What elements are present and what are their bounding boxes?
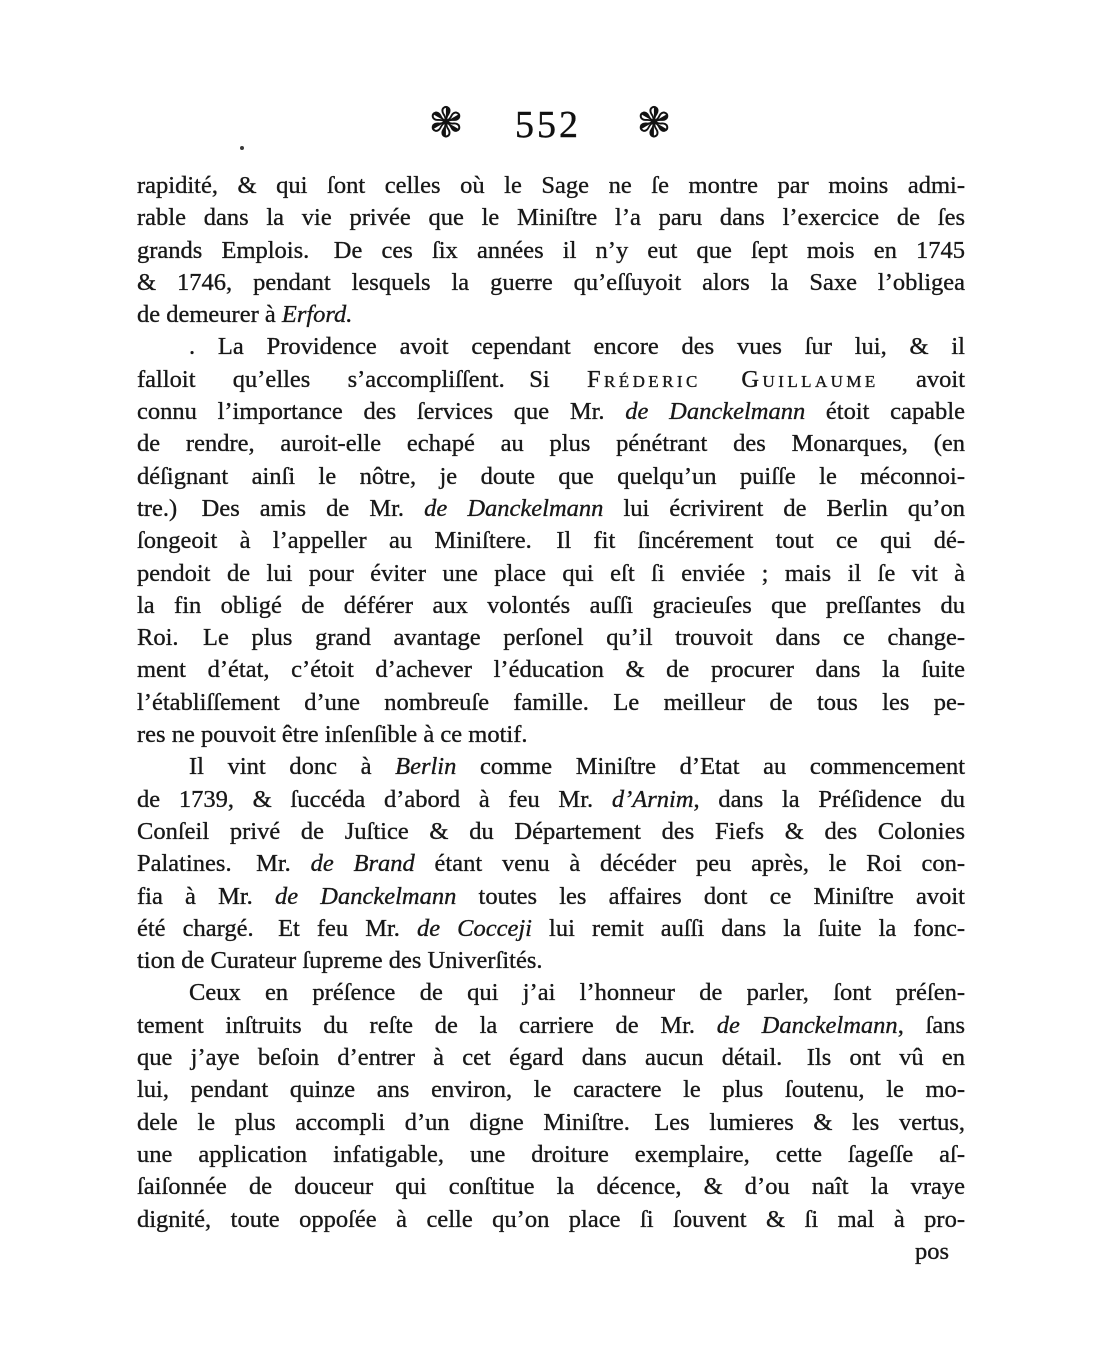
text-line: [137, 1107, 965, 1139]
text-line: [137, 977, 965, 1009]
body-text: & 1746, pendant lesquels la guerre qu’eſſuyoit alors la Saxe l’obligea: [137, 268, 965, 296]
body-text: déſignant ainſi le nôtre, je doute que quelqu’un puiſſe le méconnoi-: [137, 462, 965, 490]
smallcaps-name: Fréderic Guillaume: [586, 365, 879, 393]
text-line: [137, 654, 965, 686]
text-line: [137, 1139, 965, 1171]
text-line: [137, 235, 965, 267]
text-line: [137, 299, 965, 331]
text-line: [137, 202, 965, 234]
body-text: pendoit de lui pour éviter une place qui eſt ſi enviée ; mais il ſe vit à: [137, 559, 965, 587]
body-text: falloit qu’elles s’accompliſſent. Si: [137, 365, 587, 393]
body-text: rable dans la vie privée que le Miniſtre l’a paru dans l’exercice de ſes: [137, 204, 965, 232]
body-text: ment d’état, c’étoit d’achever l’éducation & de procurer dans la ſuite: [137, 656, 965, 684]
italic-text: Erford.: [281, 301, 353, 329]
ink-speck: [240, 146, 244, 150]
body-text: de 1739, & ſuccéda d’abord à feu Mr.: [137, 785, 612, 813]
text-line: [137, 1204, 965, 1236]
body-text: été chargé. Et feu Mr.: [137, 914, 417, 942]
body-text: l’établiſſement d’une nombreuſe famille. Le meilleur de tous les pe-: [137, 688, 965, 716]
page-number: 552: [515, 104, 581, 146]
body-text: tion de Curateur ſupreme des Univerſités.: [137, 947, 543, 975]
body-text: étant venu à décéder peu après, le Roi con-: [414, 850, 965, 878]
body-text: ſongeoit à l’appeller au Miniſtere. Il fit ſincérement tout ce qui dé-: [137, 527, 965, 555]
text-line: [137, 461, 965, 493]
body-text: que j’aye beſoin d’entrer à cet égard dans aucun détail. Ils ont vû en: [137, 1044, 965, 1072]
text-line: [137, 945, 965, 977]
body-text: grands Emplois. De ces ſix années il n’y eut que ſept mois en 1745: [137, 236, 965, 264]
body-text: lui remit auſſi dans la ſuite la fonc-: [532, 914, 966, 942]
body-text: fia à Mr.: [137, 882, 275, 910]
text-line: [137, 1074, 965, 1106]
body-text: dele le plus accompli d’un digne Miniſtre. Les lumieres & les vertus,: [137, 1108, 965, 1136]
text-line: [137, 364, 965, 396]
body-text: , ſans: [897, 1011, 965, 1039]
body-text: Conſeil privé de Juſtice & du Département des Fiefs & des Colonies: [137, 817, 965, 845]
body-text: Roi. Le plus grand avantage perſonel qu’il trouvoit dans ce change-: [137, 624, 965, 652]
text-line: [137, 881, 965, 913]
catchword-row: [137, 1236, 949, 1268]
body-text: Palatines. Mr.: [137, 850, 311, 878]
fleuron-ornament-right: ❃: [636, 98, 672, 147]
text-line: [137, 590, 965, 622]
body-text: une application infatigable, une droiture exemplaire, cette ſageſſe aſ-: [137, 1140, 965, 1168]
text-block: [137, 170, 965, 1236]
body-text: comme Miniſtre d’Etat au commencement: [456, 753, 966, 781]
body-text: Il vint donc à: [189, 753, 396, 781]
body-text: , dans la Préſidence du: [693, 785, 965, 813]
body-text: tement inſtruits du reſte de la carriere de Mr.: [137, 1011, 717, 1039]
fleuron-ornament-left: ❃: [428, 98, 464, 147]
catchword: pos: [914, 1238, 949, 1265]
body-text: tre.) Des amis de Mr.: [137, 494, 425, 522]
body-text: lui écrivirent de Berlin qu’on: [603, 494, 965, 522]
text-line: [137, 719, 965, 751]
text-line: [137, 558, 965, 590]
text-line: [137, 1042, 965, 1074]
text-line: [137, 816, 965, 848]
body-text: la fin obligé de déférer aux volontés auſſi gracieuſes que preſſantes du: [137, 591, 965, 619]
text-line: [137, 1010, 965, 1042]
text-line: [137, 428, 965, 460]
italic-text: Berlin: [395, 753, 457, 781]
body-text: avoit: [878, 365, 965, 393]
body-text: étoit capable: [805, 398, 965, 426]
text-line: [137, 267, 965, 299]
italic-text: d’Arnim: [611, 785, 694, 813]
text-line: [137, 848, 965, 880]
text-line: [137, 170, 965, 202]
italic-text: de Brand: [310, 850, 415, 878]
italic-text: de Danckelmann: [274, 882, 457, 910]
body-text: . La Providence avoit cependant encore des vues ſur lui, & il: [189, 333, 965, 361]
text-line: [137, 687, 965, 719]
italic-text: de Cocceji: [416, 914, 532, 942]
body-text: de rendre, auroit-elle echapé au plus pénétrant des Monarques, (en: [137, 430, 965, 458]
text-line: [137, 396, 965, 428]
body-text: connu l’importance des ſervices que Mr.: [137, 398, 626, 426]
italic-text: de Danckelmann: [424, 494, 604, 522]
text-line: [137, 913, 965, 945]
body-text: rapidité, & qui ſont celles où le Sage ne ſe montre par moins admi-: [137, 172, 965, 199]
body-text: lui, pendant quinze ans environ, le caractere le plus ſoutenu, le mo-: [137, 1076, 965, 1104]
text-line: [137, 493, 965, 525]
italic-text: de Danckelmann: [625, 398, 806, 426]
body-text: dignité, toute oppoſée à celle qu’on place ſi ſouvent & ſi mal à pro-: [137, 1205, 965, 1233]
italic-text: de Danckelmann: [716, 1011, 898, 1039]
text-line: [137, 331, 965, 363]
text-line: [137, 751, 965, 783]
body-text: Ceux en préſence de qui j’ai l’honneur de parler, ſont préſen-: [189, 979, 965, 1007]
body-text: toutes les affaires dont ce Miniſtre avoit: [456, 882, 965, 910]
text-line: [137, 1171, 965, 1203]
body-text: ſaiſonnée de douceur qui conſtitue la décence, & d’ou naît la vraye: [137, 1173, 965, 1201]
text-line: [137, 525, 965, 557]
text-line: [137, 622, 965, 654]
body-text: de demeurer à: [137, 301, 282, 329]
body-text: res ne pouvoit être inſenſible à ce motif.: [137, 721, 528, 749]
text-line: [137, 784, 965, 816]
